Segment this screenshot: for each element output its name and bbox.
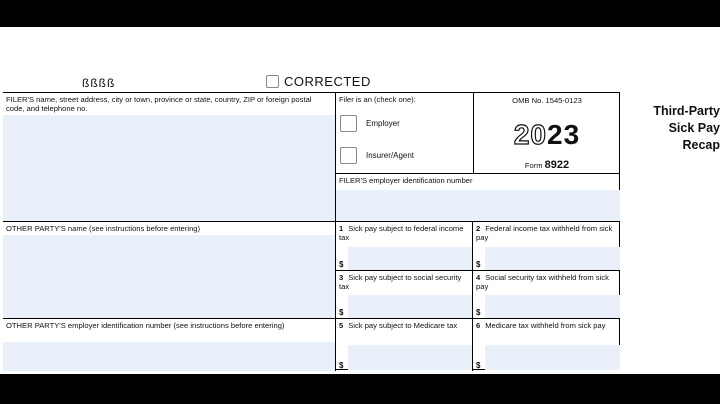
box-6-field[interactable] <box>473 319 620 371</box>
side-title-line-3: Recap <box>682 138 720 152</box>
box-1-currency: $ <box>339 260 344 269</box>
box-3-input[interactable] <box>348 295 472 318</box>
filer-ein-input[interactable] <box>336 190 620 221</box>
box-3-text: Sick pay subject to social security tax <box>339 273 462 291</box>
employer-checkbox[interactable] <box>340 115 357 132</box>
other-party-ein-label: OTHER PARTY'S employer identification number (see instructions before entering) <box>6 321 285 330</box>
box-6-label <box>473 319 620 332</box>
side-title-line-1: Third-Party <box>653 104 720 118</box>
form-number-value: 8922 <box>544 159 570 171</box>
filer-type-section <box>336 93 474 174</box>
box-4-field[interactable] <box>473 271 620 319</box>
box-5-currency: $ <box>339 361 344 370</box>
filer-type-label: Filer is an (check one): <box>339 95 416 104</box>
omb-number: OMB No. 1545-0123 <box>512 96 582 105</box>
box-3-field[interactable] <box>336 271 473 319</box>
corrected-label: CORRECTED <box>284 74 371 89</box>
insurer-agent-checkbox[interactable] <box>340 147 357 164</box>
box-5-label <box>336 319 472 332</box>
year-prefix: 20 <box>513 119 547 150</box>
form-side-title <box>622 103 720 154</box>
box-2-currency: $ <box>476 260 481 269</box>
filer-name-field[interactable] <box>3 93 336 222</box>
box-2-label <box>473 222 620 244</box>
filer-ein-field[interactable] <box>336 174 620 222</box>
box-2-number: 2 <box>476 224 481 233</box>
box-6-currency: $ <box>476 361 481 370</box>
tax-year <box>474 119 620 151</box>
box-4-text: Social security tax withheld from sick pay <box>476 273 609 291</box>
form-label: Form <box>524 161 543 170</box>
other-party-name-input[interactable] <box>3 235 335 318</box>
box-4-label <box>473 271 620 293</box>
form-number <box>474 159 620 171</box>
box-5-field[interactable] <box>336 319 473 371</box>
employer-option[interactable] <box>340 115 400 132</box>
other-party-ein-field[interactable] <box>3 319 336 371</box>
box-6-number: 6 <box>476 321 481 330</box>
bottom-black-bar <box>0 374 720 404</box>
corrected-checkbox[interactable] <box>266 75 279 88</box>
filer-name-input[interactable] <box>3 115 335 221</box>
box-1-text: Sick pay subject to federal income tax <box>339 224 464 242</box>
other-party-name-label: OTHER PARTY'S name (see instructions before entering) <box>6 224 201 233</box>
corrected-checkbox-group[interactable] <box>266 74 371 89</box>
box-2-input[interactable] <box>485 247 620 270</box>
box-4-input[interactable] <box>485 295 620 318</box>
box-2-field[interactable] <box>473 222 620 271</box>
side-title-line-2: Sick Pay <box>668 121 720 135</box>
box-4-number: 4 <box>476 273 481 282</box>
form-8922 <box>3 92 620 370</box>
filer-name-label: FILER'S name, street address, city or town, province or state, country, ZIP or foreign postal code, and telephone no. <box>6 95 312 113</box>
insurer-agent-option-label: Insurer/Agent <box>366 151 415 160</box>
omb-section <box>474 93 620 174</box>
box-4-currency: $ <box>476 308 481 317</box>
filer-ein-label: FILER'S employer identification number <box>339 176 473 185</box>
top-black-bar <box>0 0 720 27</box>
box-3-number: 3 <box>339 273 344 282</box>
box-1-field[interactable] <box>336 222 473 271</box>
box-3-currency: $ <box>339 308 344 317</box>
box-2-text: Federal income tax withheld from sick pay <box>476 224 613 242</box>
employer-option-label: Employer <box>366 119 400 128</box>
box-6-text: Medicare tax withheld from sick pay <box>485 321 606 330</box>
box-5-input[interactable] <box>348 345 472 370</box>
insurer-agent-option[interactable] <box>340 147 414 164</box>
box-5-text: Sick pay subject to Medicare tax <box>348 321 458 330</box>
box-1-number: 1 <box>339 224 344 233</box>
other-party-name-field[interactable] <box>3 222 336 319</box>
year-suffix: 23 <box>547 119 581 150</box>
box-6-input[interactable] <box>485 345 620 370</box>
box-1-input[interactable] <box>348 247 472 270</box>
box-5-number: 5 <box>339 321 344 330</box>
box-1-label <box>336 222 472 244</box>
form-code: ßßßß <box>82 76 116 90</box>
other-party-ein-input[interactable] <box>3 342 335 371</box>
box-3-label <box>336 271 472 293</box>
